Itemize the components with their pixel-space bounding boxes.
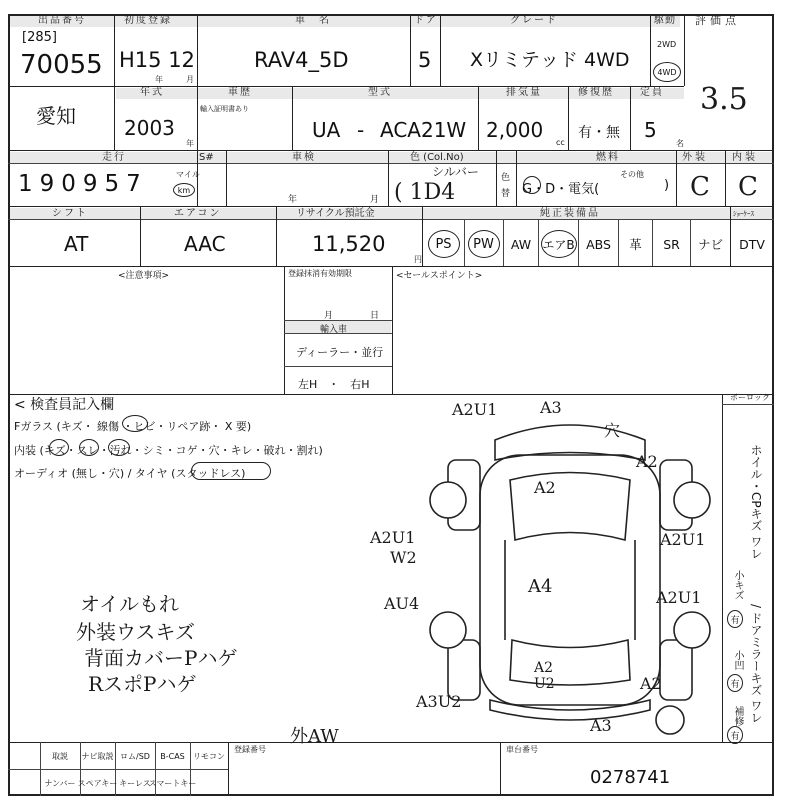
- shift-value: AT: [64, 232, 89, 256]
- import-label: 輸入車: [320, 325, 348, 335]
- footer-number: ナンバー: [44, 778, 76, 788]
- mark-top-right: 穴: [604, 421, 621, 440]
- glass-line: Fガラス (キズ・ 線傷 ・ヒビ・リペア跡・ X 要): [14, 420, 252, 433]
- equip-airbag: エアB: [539, 228, 578, 260]
- mark-hood: A2: [534, 478, 556, 497]
- mark-right-upper: A2: [636, 452, 658, 471]
- recycle-value: 11,520: [312, 232, 386, 256]
- fuel-label: 燃料: [596, 152, 620, 163]
- repair-label: 修復歴: [578, 87, 614, 98]
- note-oil-leak: オイルもれ: [80, 592, 179, 616]
- car-name: RAV4_5D: [254, 48, 349, 72]
- interior-score: C: [738, 172, 758, 202]
- color-name: シルバー: [432, 165, 479, 179]
- mark-top: A3: [540, 398, 562, 417]
- capacity-label: 定員: [640, 87, 664, 98]
- header-band-4: [10, 208, 772, 219]
- lock-label: ボーロック: [730, 393, 770, 402]
- reg-no-label: 登録番号: [234, 745, 266, 754]
- history-label: 車歴: [228, 87, 252, 98]
- model-prefix: UA: [312, 118, 341, 142]
- small-scratch-circled: 有: [727, 610, 743, 628]
- inspection-label: 車検: [292, 152, 316, 163]
- color-label: 色 (Col.No): [410, 152, 464, 163]
- audio-line: オーディオ (無し・穴) / タイヤ (スタッドレス): [14, 467, 246, 480]
- exterior-label: 外装: [682, 152, 708, 163]
- grade-value: Xリミテッド 4WD: [470, 49, 630, 71]
- footer-manual: 取説: [52, 751, 68, 761]
- area: 愛知: [36, 104, 76, 128]
- exterior-score: C: [690, 172, 710, 202]
- equip-sr: SR: [663, 236, 680, 252]
- interior-circle-1: [49, 439, 69, 456]
- ac-label: エアコン: [174, 208, 222, 219]
- inspection-year: 年: [288, 195, 298, 205]
- note-outer-aw: 外AW: [290, 726, 339, 747]
- repair-mark: 補修: [732, 706, 743, 726]
- color-code: ( 1D4: [394, 180, 456, 205]
- drive-4wd-circled: 4WD: [653, 62, 681, 82]
- note-light-scratch: 外装ウスキズ: [76, 620, 195, 644]
- inspection-month: 月: [370, 195, 380, 205]
- grade-label: グレード: [510, 15, 558, 26]
- door-text: / ドアミラーキズ ワレ: [749, 604, 763, 724]
- fuel-options: G・D・電気(: [522, 182, 600, 197]
- car-diagram: [420, 400, 720, 740]
- chassis-number: 0278741: [590, 767, 671, 788]
- sales-point-label: <セールスポイント>: [396, 271, 483, 281]
- mark-tail-1: A2: [534, 660, 554, 676]
- inspector-title: < 検査員記入欄: [14, 397, 115, 413]
- model-year: 2003: [124, 116, 175, 140]
- equip-abs: ABS: [586, 236, 611, 252]
- interior-circle-2: [79, 439, 99, 456]
- footer-bcas: B-CAS: [160, 751, 185, 761]
- notes-month: 月: [324, 311, 334, 321]
- equip-dtv: DTV: [739, 236, 765, 252]
- doors-label: ドア: [414, 15, 438, 26]
- score-value: 3.5: [700, 82, 748, 117]
- capacity: 5: [644, 118, 657, 142]
- doors-value: 5: [418, 48, 432, 72]
- venue-code: [285]: [22, 30, 57, 45]
- reg-expiry-label: 登録抹消有効期限: [288, 269, 352, 278]
- mark-roof: A4: [528, 576, 553, 597]
- mark-left-front: A2U1: [370, 528, 416, 547]
- small-scratch: 小キズ: [732, 570, 743, 600]
- mark-left-rear: AU4: [384, 594, 420, 613]
- tv-label: ｼｮｰｹｰｽ: [733, 210, 754, 218]
- note-r-spoiler: RスポPハゲ: [88, 672, 197, 696]
- color-change-label: 色替: [501, 173, 511, 199]
- model-year-label: 年式: [140, 87, 164, 98]
- equip-navi: ナビ: [697, 237, 723, 252]
- mark-right-front: A2U1: [660, 530, 706, 549]
- mark-bottom-right: A3: [590, 716, 612, 735]
- first-reg-value: H15 12: [119, 48, 195, 72]
- equip-label: 純正装備品: [540, 208, 600, 219]
- yen-unit: 円: [414, 255, 422, 264]
- person-unit: 名: [676, 139, 684, 148]
- chassis-label: 車台番号: [506, 745, 538, 754]
- lot-number: 70055: [20, 50, 103, 80]
- model-year-unit: 年: [186, 139, 194, 148]
- car-name-label: 車 名: [295, 15, 331, 26]
- drive-label: 駆動: [654, 15, 676, 26]
- model-label: 型式: [368, 87, 392, 98]
- footer-spare-key: スペアキー: [77, 778, 118, 788]
- studless-circle: [191, 462, 271, 480]
- sharp-label: S#: [199, 152, 214, 163]
- mileage: 190957: [18, 171, 148, 197]
- equip-leather: 革: [629, 237, 642, 252]
- mark-rear-left: A3U2: [416, 692, 462, 711]
- footer-remote: リモコン: [193, 751, 225, 761]
- mark-right-rear: A2U1: [656, 588, 702, 607]
- first-reg-label: 初度登録: [124, 15, 172, 26]
- repair-circled: 有: [727, 726, 743, 744]
- shift-label: シフト: [52, 208, 88, 219]
- equip-pw: PW: [465, 228, 502, 260]
- repair-options: 有・無: [578, 125, 620, 141]
- footer-keyless: キーレス: [119, 778, 151, 788]
- fuel-close: ): [664, 178, 670, 193]
- history-note: 輸入証明書あり: [200, 105, 249, 113]
- footer-rom-sd: ロム/SD: [120, 751, 150, 761]
- km-unit-circled: km: [173, 183, 195, 197]
- year-unit: 年: [155, 75, 163, 84]
- small-dent-circled: 有: [727, 674, 743, 692]
- mark-top-left: A2U1: [452, 400, 498, 419]
- color-code-text: 1D4: [409, 180, 456, 205]
- mark-tail-2: U2: [534, 676, 555, 692]
- model-dash: -: [357, 118, 365, 142]
- small-dent: 小凹: [732, 650, 743, 670]
- recycle-label: リサイクル預託金: [296, 208, 375, 219]
- fuel-g-circled: [523, 176, 541, 194]
- equip-aw: AW: [510, 236, 532, 252]
- mile-unit: マイル: [176, 170, 200, 179]
- interior-label: 内装: [732, 152, 758, 163]
- footer-smart-key: スマートキー: [148, 778, 197, 788]
- ac-value: AAC: [184, 232, 226, 256]
- dealer-label: ディーラー・並行: [296, 346, 384, 359]
- displacement: 2,000: [486, 118, 544, 142]
- cc-unit: cc: [556, 138, 565, 147]
- score-label: 評価点: [695, 14, 740, 27]
- steering-label: 左H ・ 右H: [298, 378, 370, 391]
- venue-no-label: 出品番号: [38, 15, 86, 26]
- wheel-text: ホイル・CPキズ ワレ: [749, 444, 763, 560]
- equip-ps: PS: [425, 228, 462, 260]
- fuel-other: その他: [620, 170, 644, 179]
- mileage-label: 走行: [102, 152, 126, 163]
- header-band: [10, 16, 680, 27]
- interior-line: 内装 (キズ・スレ・汚れ・シミ・コゲ・穴・キレ・破れ・割れ): [14, 444, 323, 457]
- month-unit: 月: [186, 75, 194, 84]
- notes-day: 日: [370, 311, 380, 321]
- mark-rear-right: A2: [640, 674, 662, 693]
- note-rear-cover: 背面カバーPハゲ: [84, 646, 238, 670]
- caution-label: <注意事項>: [118, 271, 170, 281]
- interior-circle-3: [108, 439, 130, 456]
- footer-navi-manual: ナビ取説: [81, 751, 114, 761]
- drive-2wd: 2WD: [657, 40, 677, 49]
- model-code: ACA21W: [380, 118, 467, 142]
- displacement-label: 排気量: [506, 87, 542, 98]
- mark-left-front-2: W2: [390, 548, 417, 567]
- glass-scratch-circle: [122, 415, 148, 432]
